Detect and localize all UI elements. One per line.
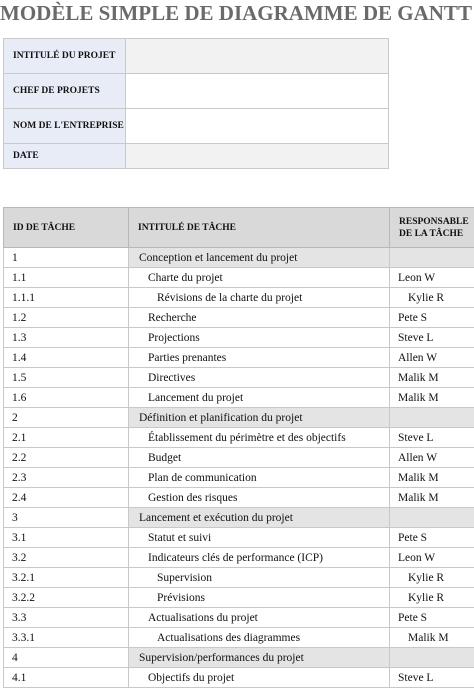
info-row-project-title — [4, 39, 389, 74]
task-id-cell[interactable]: 3.1 — [4, 528, 129, 548]
column-header-name: INTITULÉ DE TÂCHE — [129, 208, 390, 248]
task-group-row[interactable] — [4, 248, 474, 268]
task-group-row[interactable] — [4, 408, 474, 428]
task-name-cell[interactable]: Gestion des risques — [129, 488, 390, 508]
task-responsible-cell[interactable]: Malik M — [390, 388, 474, 408]
task-id-cell[interactable]: 4.1 — [4, 668, 129, 688]
info-row-project-manager — [4, 74, 389, 109]
task-responsible-cell[interactable]: Malik M — [390, 468, 474, 488]
task-row[interactable] — [4, 468, 474, 488]
task-responsible-cell[interactable]: Leon W — [390, 548, 474, 568]
task-id-cell[interactable]: 3 — [4, 508, 129, 528]
task-name-cell[interactable]: Projections — [129, 328, 390, 348]
task-name-cell[interactable]: Statut et suivi — [129, 528, 390, 548]
task-row[interactable] — [4, 588, 474, 608]
task-row[interactable] — [4, 668, 474, 688]
task-responsible-cell[interactable]: Kylie R — [390, 568, 474, 588]
info-value-date[interactable] — [126, 144, 389, 169]
info-value-project-title[interactable] — [126, 39, 389, 74]
task-row[interactable] — [4, 528, 474, 548]
task-responsible-cell[interactable]: Allen W — [390, 348, 474, 368]
info-label: INTITULÉ DU PROJET — [4, 39, 126, 74]
task-id-cell[interactable]: 1 — [4, 248, 129, 268]
task-row[interactable] — [4, 388, 474, 408]
task-id-cell[interactable]: 1.1.1 — [4, 288, 129, 308]
task-responsible-cell[interactable] — [390, 408, 474, 428]
task-responsible-cell[interactable]: Steve L — [390, 428, 474, 448]
task-name-cell[interactable]: Recherche — [129, 308, 390, 328]
task-id-cell[interactable]: 1.4 — [4, 348, 129, 368]
task-id-cell[interactable]: 3.2.1 — [4, 568, 129, 588]
task-name-cell[interactable]: Définition et planification du projet — [129, 408, 390, 428]
task-responsible-cell[interactable]: Malik M — [390, 488, 474, 508]
task-name-cell[interactable]: Lancement du projet — [129, 388, 390, 408]
task-name-cell[interactable]: Parties prenantes — [129, 348, 390, 368]
task-id-cell[interactable]: 2.3 — [4, 468, 129, 488]
column-header-responsible-line1: RESPONSABLE — [399, 216, 469, 227]
info-value-project-manager[interactable] — [126, 74, 389, 109]
info-label: DATE — [4, 144, 126, 169]
task-name-cell[interactable]: Plan de communication — [129, 468, 390, 488]
task-name-cell[interactable]: Indicateurs clés de performance (ICP) — [129, 548, 390, 568]
task-responsible-cell[interactable]: Kylie R — [390, 588, 474, 608]
task-id-cell[interactable]: 3.2.2 — [4, 588, 129, 608]
task-responsible-cell[interactable]: Malik M — [390, 628, 474, 648]
task-responsible-cell[interactable] — [390, 648, 474, 668]
task-row[interactable] — [4, 268, 474, 288]
info-label: CHEF DE PROJETS — [4, 74, 126, 109]
task-responsible-cell[interactable]: Steve L — [390, 668, 474, 688]
info-label: NOM DE L'ENTREPRISE — [4, 109, 126, 144]
task-name-cell[interactable]: Directives — [129, 368, 390, 388]
task-responsible-cell[interactable] — [390, 248, 474, 268]
task-row[interactable] — [4, 308, 474, 328]
task-id-cell[interactable]: 2.2 — [4, 448, 129, 468]
task-row[interactable] — [4, 428, 474, 448]
task-responsible-cell[interactable]: Malik M — [390, 368, 474, 388]
task-table-header — [4, 208, 474, 248]
task-id-cell[interactable]: 1.6 — [4, 388, 129, 408]
info-value-company-name[interactable] — [126, 109, 389, 144]
task-id-cell[interactable]: 2 — [4, 408, 129, 428]
column-header-responsible-line2: DE LA TÂCHE — [399, 228, 464, 239]
task-name-cell[interactable]: Supervision — [129, 568, 390, 588]
task-responsible-cell[interactable]: Allen W — [390, 448, 474, 468]
task-name-cell[interactable]: Conception et lancement du projet — [129, 248, 390, 268]
task-id-cell[interactable]: 2.1 — [4, 428, 129, 448]
task-row[interactable] — [4, 288, 474, 308]
task-name-cell[interactable]: Budget — [129, 448, 390, 468]
task-row[interactable] — [4, 448, 474, 468]
task-id-cell[interactable]: 3.3 — [4, 608, 129, 628]
page-title: MODÈLE SIMPLE DE DIAGRAMME DE GANTT — [0, 1, 472, 25]
task-id-cell[interactable]: 1.1 — [4, 268, 129, 288]
task-name-cell[interactable]: Objectifs du projet — [129, 668, 390, 688]
column-header-id: ID DE TÂCHE — [4, 208, 129, 248]
task-responsible-cell[interactable]: Pete S — [390, 528, 474, 548]
task-responsible-cell[interactable]: Pete S — [390, 308, 474, 328]
task-name-cell[interactable]: Supervision/performances du projet — [129, 648, 390, 668]
task-responsible-cell[interactable] — [390, 508, 474, 528]
info-row-company-name — [4, 109, 389, 144]
task-row[interactable] — [4, 628, 474, 648]
task-id-cell[interactable]: 1.2 — [4, 308, 129, 328]
task-name-cell[interactable]: Actualisations des diagrammes — [129, 628, 390, 648]
column-header-responsible — [390, 208, 474, 248]
task-id-cell[interactable]: 2.4 — [4, 488, 129, 508]
task-name-cell[interactable]: Établissement du périmètre et des objectifs — [129, 428, 390, 448]
task-id-cell[interactable]: 3.2 — [4, 548, 129, 568]
task-name-cell[interactable]: Révisions de la charte du projet — [129, 288, 390, 308]
task-name-cell[interactable]: Lancement et exécution du projet — [129, 508, 390, 528]
task-row[interactable] — [4, 548, 474, 568]
info-row-date — [4, 144, 389, 169]
task-table — [3, 207, 474, 688]
task-id-cell[interactable]: 3.3.1 — [4, 628, 129, 648]
project-info-table — [3, 38, 389, 169]
task-id-cell[interactable]: 1.3 — [4, 328, 129, 348]
task-row[interactable] — [4, 608, 474, 628]
task-responsible-cell[interactable]: Kylie R — [390, 288, 474, 308]
task-row[interactable] — [4, 348, 474, 368]
task-row[interactable] — [4, 328, 474, 348]
task-group-row[interactable] — [4, 508, 474, 528]
task-row[interactable] — [4, 488, 474, 508]
task-id-cell[interactable]: 1.5 — [4, 368, 129, 388]
task-responsible-cell[interactable]: Steve L — [390, 328, 474, 348]
task-responsible-cell[interactable]: Pete S — [390, 608, 474, 628]
task-responsible-cell[interactable]: Leon W — [390, 268, 474, 288]
task-id-cell[interactable]: 4 — [4, 648, 129, 668]
task-group-row[interactable] — [4, 648, 474, 668]
task-row[interactable] — [4, 368, 474, 388]
task-name-cell[interactable]: Actualisations du projet — [129, 608, 390, 628]
task-name-cell[interactable]: Prévisions — [129, 588, 390, 608]
task-name-cell[interactable]: Charte du projet — [129, 268, 390, 288]
task-row[interactable] — [4, 568, 474, 588]
